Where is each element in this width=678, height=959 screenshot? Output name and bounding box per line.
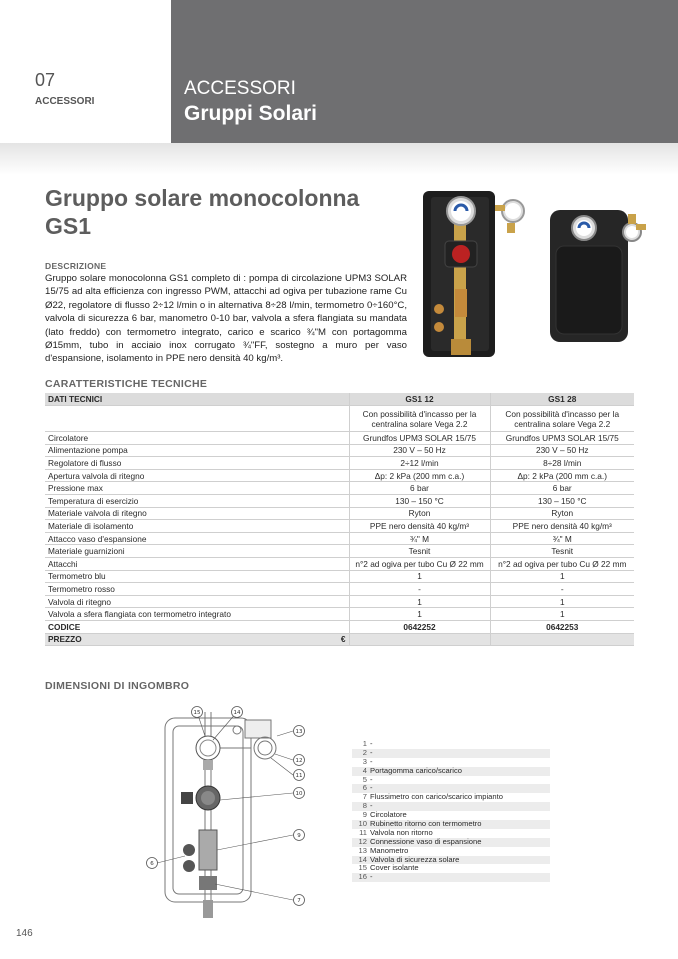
callout-6: 6 xyxy=(150,861,154,867)
callout-7: 7 xyxy=(297,898,301,904)
specs-row-cell: 6 bar xyxy=(349,482,490,495)
callout-10: 10 xyxy=(295,791,303,797)
legend-label: Connessione vaso di espansione xyxy=(370,836,482,846)
specs-row xyxy=(45,608,634,621)
legend-label: Portagomma carico/scarico xyxy=(370,765,463,775)
section-number: 07 xyxy=(35,70,56,90)
specs-row-cell: Regolatore di flusso xyxy=(45,457,349,470)
specs-row-cell: Materiale guarnizioni xyxy=(45,545,349,558)
specs-row-cell: Termometro rosso xyxy=(45,583,349,596)
specs-subheader-row-cell: Con possibilità d'incasso per la centralina solare Vega 2.2 xyxy=(349,406,490,432)
legend-label: - xyxy=(370,774,373,784)
product-image-closed xyxy=(544,206,650,346)
dimensions-heading: DIMENSIONI DI INGOMBRO xyxy=(45,680,190,692)
specs-row-cell: Alimentazione pompa xyxy=(45,444,349,457)
callout-11: 11 xyxy=(295,773,303,779)
specs-row-cell: 8÷28 l/min xyxy=(490,457,634,470)
specs-code-row-cell: CODICE xyxy=(45,620,349,633)
specs-row xyxy=(45,507,634,520)
header-title: Gruppi Solari xyxy=(184,102,318,125)
legend-number: 3 xyxy=(362,756,367,766)
specs-row-cell: Δp: 2 kPa (200 mm c.a.) xyxy=(490,469,634,482)
legend-item xyxy=(352,740,550,749)
specs-row-cell: Tesnit xyxy=(349,545,490,558)
legend-label: - xyxy=(370,756,373,766)
specs-row-cell: 130 – 150 °C xyxy=(349,494,490,507)
legend-label: Flussimetro con carico/scarico impianto xyxy=(370,792,503,802)
specs-header-row-cell: DATI TECNICI xyxy=(45,393,349,406)
header-category: ACCESSORI xyxy=(184,78,296,99)
specs-row xyxy=(45,545,634,558)
specs-row-cell: - xyxy=(349,583,490,596)
callout-15: 15 xyxy=(193,710,201,716)
specs-row-cell: ¾" M xyxy=(490,532,634,545)
specs-price-row xyxy=(45,633,634,646)
legend-number: 9 xyxy=(362,810,367,820)
specs-row-cell: Termometro blu xyxy=(45,570,349,583)
specs-row-cell: 130 – 150 °C xyxy=(490,494,634,507)
specs-subheader-row-cell xyxy=(45,406,349,432)
specs-row-cell: Valvola a sfera flangiata con termometro integrato xyxy=(45,608,349,621)
dimensions-legend xyxy=(352,740,550,882)
specs-row-cell: 1 xyxy=(349,595,490,608)
product-title-line1: Gruppo solare monocolonna xyxy=(45,185,360,211)
legend-number: 7 xyxy=(362,792,367,802)
specs-row-cell: 1 xyxy=(349,608,490,621)
specs-code-row xyxy=(45,620,634,633)
specs-subheader-row-cell: Con possibilità d'incasso per la centralina solare Vega 2.2 xyxy=(490,406,634,432)
legend-number: 2 xyxy=(362,747,367,757)
product-title-line2: GS1 xyxy=(45,213,92,239)
specs-row xyxy=(45,570,634,583)
specs-row-cell: 1 xyxy=(490,595,634,608)
legend-item xyxy=(352,873,550,882)
specs-row-cell: Δp: 2 kPa (200 mm c.a.) xyxy=(349,469,490,482)
page-number: 146 xyxy=(16,928,33,939)
specs-row-cell: Grundfos UPM3 SOLAR 15/75 xyxy=(490,432,634,445)
specs-row-cell: Pressione max xyxy=(45,482,349,495)
specs-row-cell: 6 bar xyxy=(490,482,634,495)
specs-row-cell: Attacco vaso d'espansione xyxy=(45,532,349,545)
specs-row xyxy=(45,595,634,608)
specs-row-cell: 230 V – 50 Hz xyxy=(349,444,490,457)
specs-row-cell: Attacchi xyxy=(45,557,349,570)
callout-9: 9 xyxy=(297,833,301,839)
specs-row-cell: n°2 ad ogiva per tubo Cu Ø 22 mm xyxy=(349,557,490,570)
specs-row xyxy=(45,520,634,533)
callout-12: 12 xyxy=(295,758,303,764)
description-text: Gruppo solare monocolonna GS1 completo di : pompa di circolazione UPM3 SOLAR 15/75 ad alta efficienza con ingresso PWM, attacchi ad ogiva per tubazione rame Cu Ø22, regolatore di flusso 2÷12 l/min o in alternativa 8÷28 l/min, termometro 0÷160°C, valvola di sicurezza 6 bar, manometro 0-10 bar, valvola a sfera flangiata su mandata (lato freddo) con termometro integrato, carico e scarico ¾"M con portagomma Ø15mm, tubo in acciaio inox corrugato ¾"FF, sostegno a muro per vaso d'espansione, isolamento in PPE nero densità 40 kg/m³. xyxy=(45,273,407,365)
legend-label: Cover isolante xyxy=(370,863,419,873)
legend-label: Manometro xyxy=(370,845,409,855)
legend-item xyxy=(352,864,550,873)
specs-row-cell: Materiale valvola di ritegno xyxy=(45,507,349,520)
specs-code-row-cell: 0642252 xyxy=(349,620,490,633)
product-title xyxy=(45,184,359,240)
specs-row xyxy=(45,583,634,596)
price-value-cell xyxy=(349,633,490,646)
legend-item xyxy=(352,767,550,776)
specs-row xyxy=(45,469,634,482)
specs-code-row-cell: 0642253 xyxy=(490,620,634,633)
specs-row-cell: - xyxy=(490,583,634,596)
legend-number: 10 xyxy=(358,819,367,829)
price-label-cell xyxy=(45,633,349,646)
legend-number: 13 xyxy=(358,845,367,855)
legend-number: 4 xyxy=(362,765,367,775)
header-shadow-band xyxy=(0,143,678,175)
specs-row-cell: Circolatore xyxy=(45,432,349,445)
specs-row-cell: Materiale di isolamento xyxy=(45,520,349,533)
legend-label: - xyxy=(370,747,373,757)
specs-row xyxy=(45,444,634,457)
specs-row-cell: 1 xyxy=(349,570,490,583)
legend-number: 11 xyxy=(359,827,367,837)
specs-subheader-row xyxy=(45,406,634,432)
specs-row-cell: Apertura valvola di ritegno xyxy=(45,469,349,482)
specs-row-cell: PPE nero densità 40 kg/m³ xyxy=(490,520,634,533)
specs-row-cell: Ryton xyxy=(349,507,490,520)
specs-row xyxy=(45,482,634,495)
specs-row-cell: Grundfos UPM3 SOLAR 15/75 xyxy=(349,432,490,445)
legend-label: - xyxy=(370,872,373,882)
specs-row-cell: 1 xyxy=(490,608,634,621)
callout-13: 13 xyxy=(295,729,303,735)
legend-number: 1 xyxy=(362,739,367,748)
price-label: PREZZO xyxy=(48,634,82,645)
description-heading: DESCRIZIONE xyxy=(45,261,107,271)
specs-header-row-cell: GS1 12 xyxy=(349,393,490,406)
specs-header-row-cell: GS1 28 xyxy=(490,393,634,406)
price-value-cell xyxy=(490,633,634,646)
legend-number: 6 xyxy=(362,783,367,793)
specs-row-cell: Temperatura di esercizio xyxy=(45,494,349,507)
specs-row-cell: 230 V – 50 Hz xyxy=(490,444,634,457)
specs-row-cell: Ryton xyxy=(490,507,634,520)
specs-row xyxy=(45,494,634,507)
specs-table xyxy=(45,393,634,646)
specs-row-cell: 1 xyxy=(490,570,634,583)
legend-number: 12 xyxy=(358,836,367,846)
dimensions-diagram xyxy=(145,700,315,922)
specs-row-cell: Tesnit xyxy=(490,545,634,558)
legend-label: Rubinetto ritorno con termometro xyxy=(370,819,482,829)
specs-row xyxy=(45,457,634,470)
legend-number: 8 xyxy=(362,801,367,811)
specs-row xyxy=(45,432,634,445)
header-left-panel xyxy=(0,0,171,143)
legend-label: - xyxy=(370,739,373,748)
legend-number: 15 xyxy=(358,863,367,873)
specs-row-cell: PPE nero densità 40 kg/m³ xyxy=(349,520,490,533)
legend-label: - xyxy=(370,783,373,793)
price-currency: € xyxy=(340,634,346,645)
callout-14: 14 xyxy=(233,710,241,716)
legend-item xyxy=(352,793,550,802)
product-image-open xyxy=(421,189,536,359)
legend-label: Valvola non ritorno xyxy=(370,827,433,837)
legend-number: 14 xyxy=(358,854,367,864)
specs-row-cell: 2÷12 l/min xyxy=(349,457,490,470)
specs-row-cell: Valvola di ritegno xyxy=(45,595,349,608)
specs-row xyxy=(45,532,634,545)
legend-label: - xyxy=(370,801,373,811)
legend-item xyxy=(352,749,550,758)
specs-heading: CARATTERISTICHE TECNICHE xyxy=(45,378,208,390)
specs-row xyxy=(45,557,634,570)
specs-header-row xyxy=(45,393,634,406)
legend-label: Valvola di sicurezza solare xyxy=(370,854,460,864)
legend-number: 5 xyxy=(362,774,367,784)
legend-item xyxy=(352,776,550,785)
specs-row-cell: n°2 ad ogiva per tubo Cu Ø 22 mm xyxy=(490,557,634,570)
legend-number: 16 xyxy=(358,872,367,882)
specs-row-cell: ¾" M xyxy=(349,532,490,545)
legend-label: Circolatore xyxy=(370,810,407,820)
section-label: ACCESSORI xyxy=(35,96,95,107)
